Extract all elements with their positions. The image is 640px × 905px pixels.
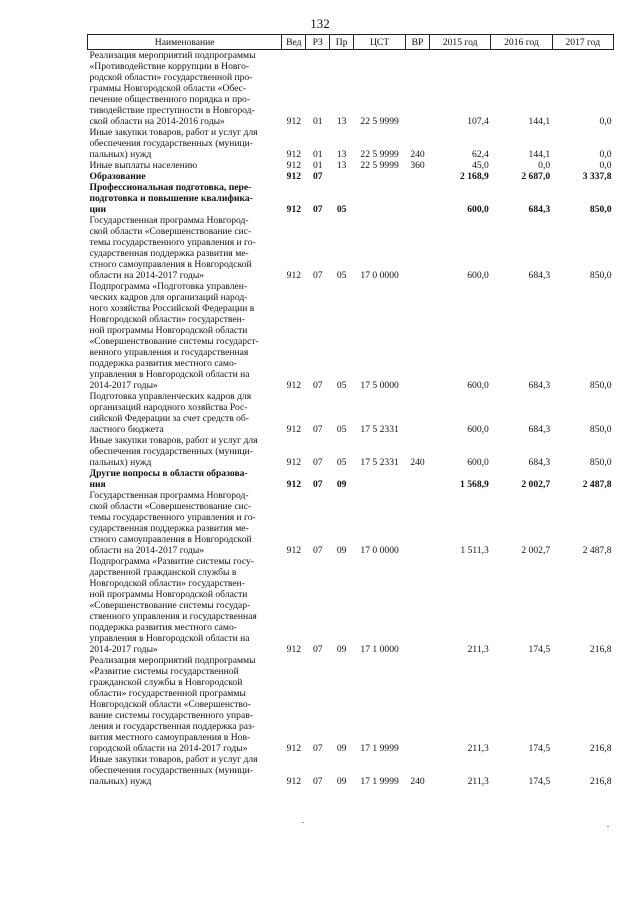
row-2016: 2 687,0 [521, 171, 551, 182]
row-2017: 216,8 [589, 644, 612, 655]
row-name: Иные закупки товаров, работ и услуг для обеспечения государственных (муници- пальных) нужд [89, 754, 258, 787]
row-vr [406, 556, 430, 655]
row-rz: 07 [312, 776, 323, 787]
row-ved: 912 [286, 457, 302, 468]
row-2017: 3 337,8 [582, 171, 612, 182]
row-2017: 0,0 [599, 149, 612, 160]
table-row [88, 160, 614, 171]
row-cst [354, 468, 406, 490]
row-rz: 07 [312, 380, 323, 391]
row-2015: 600,0 [467, 380, 489, 391]
row-rz: 07 [312, 171, 323, 182]
row-pr: 05 [336, 457, 347, 468]
row-name: Подготовка управленческих кадров для организаций народного хозяйства Рос- сийской Федерации за счет средств об- ластного бюджета [89, 391, 252, 435]
row-2015: 600,0 [467, 457, 489, 468]
table-row [88, 50, 614, 128]
row-2015: 600,0 [467, 270, 489, 281]
row-ved: 912 [286, 116, 302, 127]
table-section-row [88, 468, 614, 490]
row-2016: 174,5 [528, 776, 551, 787]
table-row [88, 490, 614, 556]
row-pr: 09 [336, 743, 347, 754]
row-2015: 211,3 [467, 644, 489, 655]
row-vr [406, 50, 430, 128]
row-rz: 07 [312, 545, 323, 556]
row-vr [406, 391, 430, 435]
row-pr: 13 [336, 149, 347, 160]
row-pr: 05 [336, 424, 347, 435]
row-2017: 2 487,8 [582, 545, 612, 556]
row-ved: 912 [286, 160, 302, 171]
row-rz: 07 [312, 424, 323, 435]
row-pr: 13 [336, 160, 347, 171]
row-cst: 22 5 9999 [360, 149, 399, 160]
header-name: Наименование [88, 35, 282, 50]
row-pr: 13 [336, 116, 347, 127]
row-cst: 17 5 2331 [360, 457, 399, 468]
row-ved: 912 [286, 204, 302, 215]
row-pr [330, 171, 354, 182]
header-2017: 2017 год [552, 35, 613, 50]
row-name: Реализация мероприятий подпрограммы «Развитие системы государственной гражданской службы в Новгородской области» государственной программы Новгородской области «Совершенство- вание системы государственного управ- ления и государственная поддержка раз- вития местного самоуправления в Нов- городской области на 2014-2017 годы» [89, 655, 256, 754]
row-name: Иные выплаты населению [89, 160, 198, 171]
row-name: Иные закупки товаров, работ и услуг для обеспечения государственных (муници- пальных) нужд [89, 127, 258, 160]
row-cst: 22 5 9999 [360, 116, 399, 127]
row-2016: 144,1 [528, 149, 551, 160]
row-name: Государственная программа Новгород- ской области «Совершенствование сис- темы государственного управления и го- сударственная поддержка развития ме- стного самоуправления в Новгородской области на 2014-2017 годы» [89, 215, 256, 281]
row-2015: 62,4 [472, 149, 489, 160]
budget-table [87, 34, 614, 787]
row-2016: 174,5 [528, 644, 551, 655]
row-pr: 09 [336, 479, 347, 490]
header-2015: 2015 год [429, 35, 490, 50]
row-2016: 684,3 [528, 204, 551, 215]
row-cst: 17 0 0000 [360, 270, 399, 281]
table-section-row [88, 171, 614, 182]
row-vr [406, 468, 430, 490]
header-2016: 2016 год [491, 35, 552, 50]
row-cst: 17 1 9999 [360, 776, 399, 787]
row-cst [354, 182, 406, 215]
row-rz: 07 [312, 204, 323, 215]
table-row [88, 215, 614, 281]
page-number: 132 [310, 16, 330, 31]
row-vr: 360 [410, 160, 425, 171]
header-ved: Вед [282, 35, 306, 50]
row-2017: 2 487,8 [582, 479, 612, 490]
row-ved: 912 [286, 776, 302, 787]
row-2015: 2 168,9 [460, 171, 489, 182]
row-cst [354, 171, 406, 182]
table-section-row [88, 182, 614, 215]
row-2015: 600,0 [467, 424, 489, 435]
row-pr: 05 [336, 204, 347, 215]
row-rz: 01 [312, 160, 323, 171]
row-2015: 107,4 [467, 116, 489, 127]
row-cst: 17 0 0000 [360, 545, 399, 556]
table-row [88, 754, 614, 787]
row-ved: 912 [286, 149, 302, 160]
row-rz: 01 [312, 116, 323, 127]
row-vr [406, 281, 430, 391]
row-vr: 240 [410, 457, 425, 468]
table-row [88, 556, 614, 655]
row-ved: 912 [286, 545, 302, 556]
table-row [88, 281, 614, 391]
header-vr: ВР [406, 35, 430, 50]
row-vr [406, 655, 430, 754]
row-2016: 0,0 [538, 160, 551, 171]
row-vr [406, 490, 430, 556]
table-row [88, 655, 614, 754]
row-name: Образование [89, 171, 146, 182]
row-cst: 17 5 0000 [360, 380, 399, 391]
row-2015: 45,0 [472, 160, 489, 171]
row-2017: 850,0 [589, 380, 612, 391]
table-row [88, 435, 614, 468]
header-rz: РЗ [306, 35, 330, 50]
row-cst: 17 1 0000 [360, 644, 399, 655]
header-pr: Пр [330, 35, 354, 50]
table-header-row [88, 35, 614, 50]
row-rz: 07 [312, 270, 323, 281]
row-cst: 22 5 9999 [360, 160, 399, 171]
row-name: Профессиональная подготовка, пере- подготовка и повышение квалифика- ции [89, 182, 253, 215]
row-2016: 144,1 [528, 116, 551, 127]
row-2016: 684,3 [528, 270, 551, 281]
row-ved: 912 [286, 479, 302, 490]
row-2017: 0,0 [599, 160, 612, 171]
row-rz: 07 [312, 457, 323, 468]
row-name: Подпрограмма «Подготовка управлен- ческих кадров для организаций народ- ного хозяйства Российской Федерации в Новгородской области» государствен- ной программы Новгородской области «Совершенствование системы государст- венного управления и государственная поддержка развития местного само- управления в Новгородской области на 2014-2017 годы» [89, 281, 259, 391]
row-name: Государственная программа Новгород- ской области «Совершенствование сис- темы государственного управления и го- сударственная поддержка развития ме- стного самоуправления в Новгородской области на 2014-2017 годы» [89, 490, 256, 556]
row-2015: 600,0 [467, 204, 489, 215]
row-name: Иные закупки товаров, работ и услуг для обеспечения государственных (муници- пальных) нужд [89, 435, 258, 468]
row-ved: 912 [286, 171, 302, 182]
row-ved: 912 [286, 270, 302, 281]
row-ved: 912 [286, 380, 302, 391]
row-rz: 01 [312, 149, 323, 160]
row-2017: 0,0 [599, 116, 612, 127]
row-name: Подпрограмма «Развитие системы госу- дарственной гражданской службы в Новгородской области» государствен- ной программы Новгородской области «Совершенствование системы государ- ственного управления и государственная поддержка развития местного само- управления в Новгородской области на 2014-2017 годы» [89, 556, 257, 655]
row-cst: 17 5 2331 [360, 424, 399, 435]
row-2017: 216,8 [589, 743, 612, 754]
row-2017: 216,8 [589, 776, 612, 787]
row-rz: 07 [312, 644, 323, 655]
row-2016: 2 002,7 [521, 545, 551, 556]
row-pr: 09 [336, 545, 347, 556]
row-ved: 912 [286, 743, 302, 754]
row-vr [406, 182, 430, 215]
row-2017: 850,0 [589, 270, 612, 281]
row-2016: 684,3 [528, 424, 551, 435]
row-pr: 09 [336, 776, 347, 787]
scan-speck [302, 822, 304, 823]
table-row [88, 127, 614, 160]
row-2017: 850,0 [589, 424, 612, 435]
row-2016: 684,3 [528, 457, 551, 468]
row-2017: 850,0 [589, 457, 612, 468]
table-row [88, 391, 614, 435]
row-rz: 07 [312, 743, 323, 754]
scan-speck [607, 826, 609, 827]
row-2015: 211,3 [467, 743, 489, 754]
row-vr [406, 215, 430, 281]
header-cst: ЦСТ [354, 35, 406, 50]
row-pr: 09 [336, 644, 347, 655]
row-pr: 05 [336, 380, 347, 391]
row-vr: 240 [410, 776, 425, 787]
row-2016: 174,5 [528, 743, 551, 754]
row-vr: 240 [410, 149, 425, 160]
row-vr [406, 171, 430, 182]
row-pr: 05 [336, 270, 347, 281]
row-name: Другие вопросы в области образова- ния [89, 468, 248, 490]
row-2016: 684,3 [528, 380, 551, 391]
row-rz: 07 [312, 479, 323, 490]
row-ved: 912 [286, 644, 302, 655]
table-body [88, 50, 614, 788]
row-2015: 1 568,9 [460, 479, 489, 490]
row-2017: 850,0 [589, 204, 612, 215]
row-ved: 912 [286, 424, 302, 435]
row-2015: 1 511,3 [460, 545, 489, 556]
row-cst: 17 1 9999 [360, 743, 399, 754]
row-2015: 211,3 [467, 776, 489, 787]
row-2016: 2 002,7 [521, 479, 551, 490]
row-name: Реализация мероприятий подпрограммы «Противодействие коррупции в Новго- родской области» государственной про- граммы Новгородской области «Обес- печение общественного порядка и про- тиводействие преступности в Новгород- ской области на 2014-2016 годы» [89, 50, 256, 127]
